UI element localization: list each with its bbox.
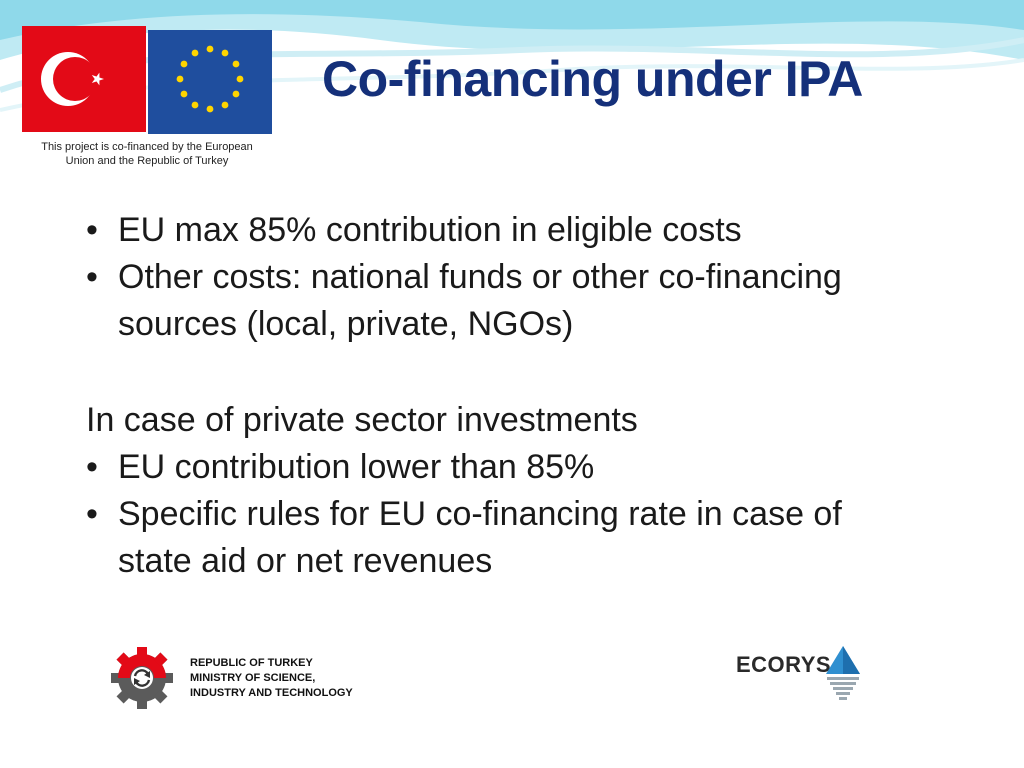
bullet-text: EU max 85% contribution in eligible costs	[118, 211, 742, 249]
bullet-icon: •	[86, 258, 98, 296]
bullet-item	[86, 491, 886, 585]
flag-caption-line: This project is co-financed by the European	[41, 141, 253, 153]
bullet-text: Other costs: national funds or other co-financing sources (local, private, NGOs)	[118, 258, 842, 343]
bullet-item	[86, 207, 886, 254]
bullet-icon: •	[86, 495, 98, 533]
bullet-item	[86, 254, 886, 348]
bullet-icon: •	[86, 448, 98, 486]
flags-logo	[22, 26, 272, 136]
eu-flag	[148, 30, 272, 134]
flag-caption-line: Union and the Republic of Turkey	[65, 155, 229, 167]
ministry-gear-logo	[102, 645, 182, 709]
ecorys-logo-text: ECORYS	[736, 652, 832, 677]
bullet-item	[86, 444, 886, 491]
ministry-name	[190, 656, 353, 701]
bullet-text: Specific rules for EU co-financing rate in case of state aid or net revenues	[118, 495, 842, 580]
bullet-list-eligible	[86, 207, 886, 348]
subheading: In case of private sector investments	[86, 401, 638, 439]
slide-title: Co-financing under IPA	[322, 51, 863, 107]
flag-caption	[12, 140, 282, 168]
bullet-list-private	[86, 444, 886, 585]
slide-body	[86, 207, 886, 585]
ministry-line: INDUSTRY AND TECHNOLOGY	[190, 687, 353, 699]
bullet-icon: •	[86, 211, 98, 249]
bullet-text: EU contribution lower than 85%	[118, 448, 595, 486]
ecorys-logo-icon	[824, 644, 862, 704]
ministry-line: REPUBLIC OF TURKEY	[190, 657, 313, 669]
ministry-line: MINISTRY OF SCIENCE,	[190, 672, 316, 684]
